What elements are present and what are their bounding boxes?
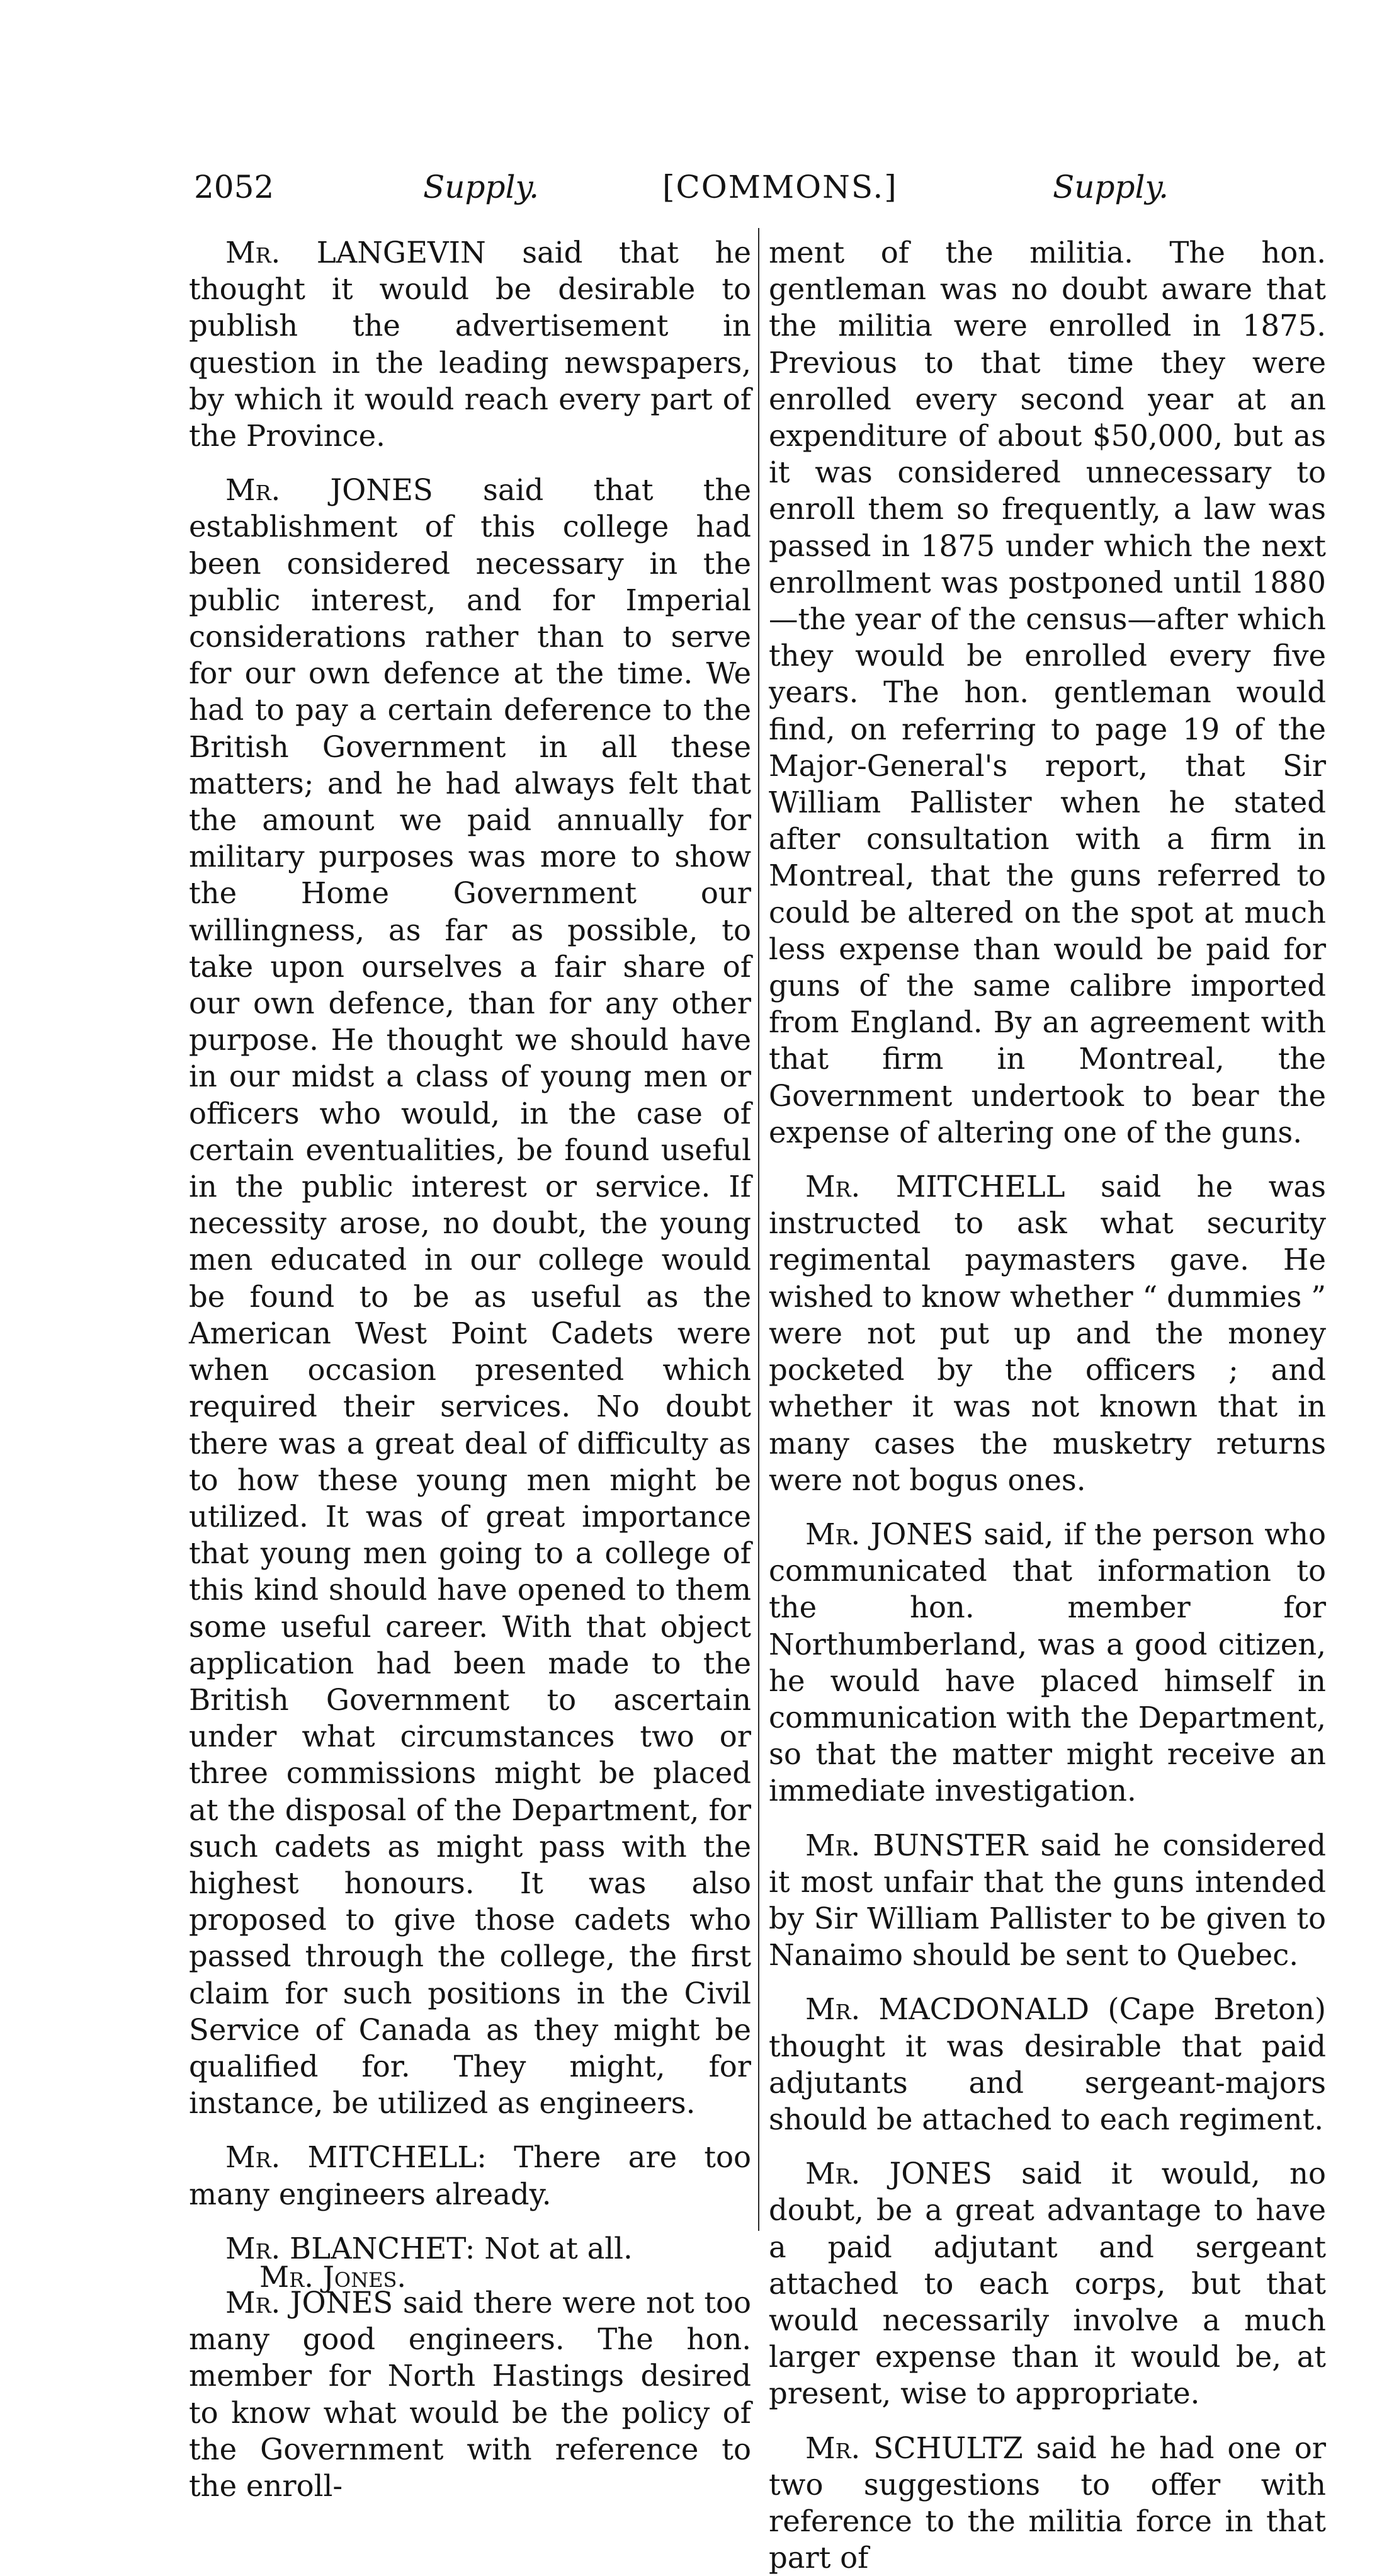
paragraph-text: JONES said there were not too many good engineers. The hon. member for North Hastings desired to know what would be the policy of the Government with reference to the enroll- [189,2285,751,2503]
paragraph-text: JONES said it would, no doubt, be a great advantage to have a paid adjutant and sergeant attached to each corps, but that would necessarily involve a much larger expense than it would be, at present, wise to appropriate. [769,2157,1326,2411]
paragraph-text: MITCHELL said he was instructed to ask what security regimental paymasters gave. He wished to know whether “ dummies ” were not put up and the money pocketed by the officers ; and whether it was not known that in many cases the musketry returns were not bogus ones. [769,1170,1326,1497]
speaker-title: Mr. [225,236,281,270]
paragraph-bunster [769,1827,1326,1974]
speaker-title: Mr. [805,1992,861,2027]
paragraph-jones-college [189,472,751,2121]
speaker-title: Mr. [225,473,281,508]
paragraph-text: LANGEVIN said that he thought it would be desirable to publish the advertisement in question in the leading newspapers, by which it would reach every part of the Province. [189,236,751,453]
running-title-center: [COMMONS.] [662,169,898,205]
speaker-title: Mr. [805,1517,861,1551]
catchword: Mr. Jones. [259,2260,407,2294]
paragraph-mitchell-paymasters [769,1168,1326,1498]
speaker-title: Mr. [225,2231,281,2265]
running-title-left: Supply. [423,169,539,205]
speaker-title: Mr. [805,1828,861,1862]
left-column [189,234,751,2504]
paragraph-text: BLANCHET: Not at all. [280,2231,633,2265]
right-column [769,234,1326,2576]
paragraph-text: JONES said that the establishment of this college had been considered necessary in the public interest, and for Imperial considerations rather than to serve for our own defence at the time. We had to pay a certain deference to the British Government in all these matters; and he had always felt that the amount we paid annually for military purposes was more to show the Home Government our willingness, as far as possible, to take upon ourselves a fair share of our own defence, than for any other purpose. He thought we should have in our midst a class of young men or officers who would, in the case of certain eventualities, be found useful in the public interest or service. If necessity arose, no doubt, the young men educated in our college would be found to be as useful as the American West Point Cadets were when occasion presented which required their services. No doubt there was a great deal of difficulty as to how these young men might be utilized. It was of great importance that young men going to a college of this kind should have opened to them some useful career. With that object application had been made to the British Government to ascertain under what circumstances two or three commissions might be placed at the disposal of the Department, for such cadets as might pass with the highest honours. It was also proposed to give those cadets who passed through the college, the first claim for such positions in the Civil Service of Canada as they might be qualified for. They might, for instance, be utilized as engineers. [189,473,751,2121]
paragraph-text: JONES said, if the person who communicated that information to the hon. member for Northumberland, was a good citizen, he would have placed himself in communication with the Department, so that the matter might receive an immediate investigation. [769,1517,1326,1808]
paragraph-text: MACDONALD (Cape Breton) thought it was desirable that paid adjutants and sergeant-majors should be attached to each regiment. [769,1992,1326,2136]
page-header [194,169,1227,219]
paragraph-langevin [189,234,751,454]
speaker-title: Mr. [805,2157,861,2191]
paragraph-jones-adjutant [769,2155,1326,2412]
paragraph-macdonald [769,1991,1326,2138]
speaker-title: Mr. [225,2140,281,2175]
paragraph-text: MITCHELL: There are too many engineers already. [189,2140,751,2211]
paragraph-text: ment of the militia. The hon. gentleman was no doubt aware that the militia were enrolled in 1875. Previous to that time they were enrolled every second year at an expenditure of about $50,000, but as it was considered unnecessary to enroll them so frequently, a law was passed in 1875 under which the next enrollment was postponed until 1880—the year of the census—after which they would be enrolled every five years. The hon. gentleman would find, on referring to page 19 of the Major-General's report, that Sir William Pallister when he stated after consultation with a firm in Montreal, that the guns referred to could be altered on the spot at much less expense than would be paid for guns of the same calibre imported from England. By an agreement with that firm in Montreal, the Government undertook to bear the expense of altering one of the guns. [769,236,1326,1149]
paragraph-continuation [769,234,1326,1151]
page-number: 2052 [194,169,275,205]
speaker-title: Mr. [225,2285,281,2320]
paragraph-text: SCHULTZ said he had one or two suggestions to offer with reference to the militia force in that part of [769,2431,1326,2575]
paragraph-jones-citizen [769,1516,1326,1809]
paragraph-mitchell-engineers [189,2139,751,2212]
paragraph-jones-engineers [189,2284,751,2504]
column-divider [758,228,759,2231]
paragraph-schultz [769,2430,1326,2576]
speaker-title: Mr. [805,2431,861,2465]
running-title-right: Supply. [1053,169,1169,205]
speaker-title: Mr. [805,1170,861,1204]
paragraph-text: BUNSTER said he considered it most unfair that the guns intended by Sir William Pallister to be given to Nanaimo should be sent to Quebec. [769,1828,1326,1973]
